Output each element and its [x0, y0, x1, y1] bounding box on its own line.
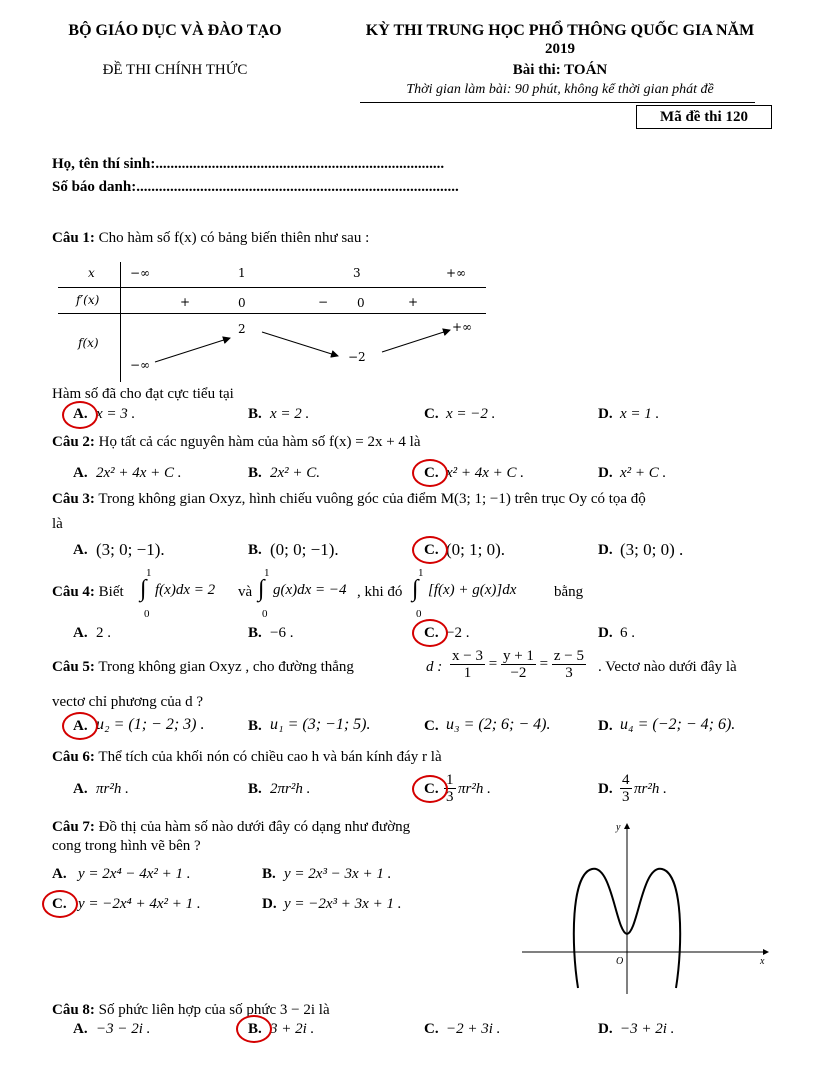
table-arrows — [0, 0, 818, 400]
q6-opt-c-label[interactable]: C. — [424, 781, 439, 797]
frac-d-top: 4 — [622, 772, 630, 788]
answer-circle-q7 — [42, 890, 78, 918]
q4-khido: , khi đó — [357, 584, 403, 600]
q3-opt-c-label[interactable]: C. — [424, 542, 439, 558]
exam-code-box: Mã đề thi 120 — [636, 105, 772, 129]
q3-text-2: là — [52, 516, 63, 532]
integral-sign-2: ∫ — [258, 576, 265, 602]
q3-opt-d-label[interactable]: D. — [598, 542, 613, 558]
q5-opt-c[interactable]: u₃ = (2; 6; − 4). — [446, 716, 551, 733]
q5-text-2: vectơ chỉ phương của d ? — [52, 694, 204, 710]
q1-opt-c[interactable]: x = −2 . — [446, 406, 496, 422]
q7-label: Câu 7: — [52, 819, 95, 835]
answer-circle-q8 — [236, 1015, 272, 1043]
answer-circle-q4 — [412, 619, 448, 647]
q7-statement: Đồ thị của hàm số nào dưới đây có dạng như đường — [98, 819, 411, 835]
q7-graph — [516, 814, 776, 998]
q4-opt-d[interactable]: 6 . — [620, 625, 635, 641]
frac-y-top: y + 1 — [502, 648, 534, 664]
answer-circle-q2 — [412, 459, 448, 487]
q5-statement: Trong không gian Oxyz , cho đường thẳng — [98, 659, 354, 675]
q4-biet: Biết — [98, 584, 124, 600]
q6-opt-a-label[interactable]: A. — [73, 781, 88, 797]
q8-opt-b[interactable]: 3 + 2i . — [270, 1021, 315, 1037]
q3-opt-c[interactable]: (0; 1; 0). — [446, 540, 506, 559]
q2-text — [52, 434, 420, 451]
sign-1: + — [180, 295, 191, 309]
f-max-2: 2 — [238, 322, 246, 336]
integral-sign-3: ∫ — [412, 576, 419, 602]
int1-expr: f(x)dx = 2 — [155, 582, 216, 598]
q1-opt-a[interactable]: x = 3 . — [96, 406, 136, 422]
q7-opt-b[interactable]: y = 2x³ − 3x + 1 . — [284, 866, 392, 882]
q6-opt-b-label[interactable]: B. — [248, 781, 262, 797]
q2-opt-b[interactable]: 2x² + C. — [270, 465, 321, 481]
q3-opt-a[interactable]: (3; 0; −1). — [96, 540, 165, 559]
q7-text — [52, 819, 410, 836]
q2-opt-c[interactable]: x² + 4x + C . — [446, 465, 525, 481]
q3-label: Câu 3: — [52, 491, 95, 507]
q8-opt-d[interactable]: −3 + 2i . — [620, 1021, 675, 1037]
q8-text — [52, 1002, 330, 1019]
q1-opt-a-label[interactable]: A. — [73, 406, 88, 422]
graph-origin-label: O — [616, 956, 624, 967]
q7-opt-c-label[interactable]: C. — [52, 896, 67, 912]
int1-upper: 1 — [146, 567, 152, 579]
table-x-plus-inf: +∞ — [446, 266, 467, 280]
q8-statement: Số phức liên hợp của số phức 3 − 2i là — [98, 1002, 330, 1018]
q2-label: Câu 2: — [52, 434, 95, 450]
table-f-label: f(x) — [78, 336, 99, 350]
q6-opt-d-frac — [620, 772, 632, 805]
student-name-field: Họ, tên thí sinh:............................................................................. — [52, 156, 445, 172]
f-minus-inf: −∞ — [130, 358, 151, 372]
q6-opt-c[interactable]: πr²h . — [458, 781, 491, 797]
frac-z-bot: 3 — [565, 665, 573, 681]
frac-z-top: z − 5 — [553, 648, 584, 664]
q5-opt-d-label[interactable]: D. — [598, 718, 613, 734]
q1-opt-b-label[interactable]: B. — [248, 406, 262, 422]
answer-circle-q5 — [62, 712, 98, 740]
q7-opt-b-label[interactable]: B. — [262, 866, 276, 882]
graph-y-label: y — [616, 822, 621, 833]
int2-lower: 0 — [262, 608, 268, 620]
q7-opt-a-label[interactable]: A. — [52, 866, 67, 882]
q1-opt-c-label[interactable]: C. — [424, 406, 439, 422]
int1-lower: 0 — [144, 608, 150, 620]
q8-opt-a-label[interactable]: A. — [73, 1021, 88, 1037]
q5-opt-d[interactable]: u₄ = (−2; − 4; 6). — [620, 716, 736, 733]
q2-opt-d-label[interactable]: D. — [598, 465, 613, 481]
q8-opt-c[interactable]: −2 + 3i . — [446, 1021, 501, 1037]
frac-c-top: 1 — [446, 772, 454, 788]
subject: Bài thi: TOÁN — [512, 62, 608, 78]
q4-text — [52, 584, 124, 601]
q1-opt-d[interactable]: x = 1 . — [620, 406, 660, 422]
q8-opt-b-label[interactable]: B. — [248, 1021, 262, 1037]
q4-opt-a-label[interactable]: A. — [73, 625, 88, 641]
duration: Thời gian làm bài: 90 phút, không kể thời gian phát đề — [406, 82, 714, 97]
q5-fraction-x: $\frac{x - 3}{1}$ = $\frac{y + 1}{-2}$ = $\frac{z - 5}{3}$ — [452, 648, 584, 681]
graph-x-label: x — [760, 956, 765, 967]
q7-opt-c[interactable]: y = −2x⁴ + 4x² + 1 . — [78, 896, 201, 912]
q6-opt-a[interactable]: πr²h . — [96, 781, 129, 797]
q5-opt-c-label[interactable]: C. — [424, 718, 439, 734]
sign-zero-1: 0 — [238, 296, 246, 310]
q4-opt-a[interactable]: 2 . — [96, 625, 111, 641]
integral-sign-1: ∫ — [140, 576, 147, 602]
frac-x-bot: 1 — [463, 665, 472, 681]
q5-label: Câu 5: — [52, 659, 95, 675]
q1-stem: Hàm số đã cho đạt cực tiểu tại — [52, 386, 234, 402]
sign-2: − — [318, 295, 329, 309]
exam-title: KỲ THI TRUNG HỌC PHỔ THÔNG QUỐC GIA NĂM — [365, 22, 755, 39]
q5-line-d: d : — [426, 659, 443, 675]
q4-opt-d-label[interactable]: D. — [598, 625, 613, 641]
table-x-1: 1 — [238, 266, 246, 280]
q6-opt-d[interactable]: πr²h . — [634, 781, 667, 797]
student-id-field: Số báo danh:...................................................................................... — [52, 179, 459, 195]
q4-bang: bằng — [554, 584, 584, 600]
q3-opt-b[interactable]: (0; 0; −1). — [270, 540, 339, 559]
int2-upper: 1 — [264, 567, 270, 579]
answer-circle-q3 — [412, 536, 448, 564]
q1-label: Câu 1: — [52, 230, 95, 246]
q5-tail: . Vectơ nào dưới đây là — [598, 659, 737, 675]
ministry-name: BỘ GIÁO DỤC VÀ ĐÀO TẠO — [68, 22, 282, 39]
f-plus-inf: +∞ — [452, 320, 473, 334]
answer-circle-q6 — [412, 775, 448, 803]
q2-opt-c-label[interactable]: C. — [424, 465, 439, 481]
q7-opt-a[interactable]: y = 2x⁴ − 4x² + 1 . — [78, 866, 191, 882]
table-x-minus-inf: −∞ — [130, 266, 151, 280]
q4-opt-b[interactable]: −6 . — [270, 625, 294, 641]
int3-lower: 0 — [416, 608, 422, 620]
q1-opt-b[interactable]: x = 2 . — [270, 406, 310, 422]
q6-label: Câu 6: — [52, 749, 95, 765]
q7-text-2: cong trong hình vẽ bên ? — [52, 838, 201, 854]
q8-opt-d-label[interactable]: D. — [598, 1021, 613, 1037]
q2-opt-a[interactable]: 2x² + 4x + C . — [96, 465, 182, 481]
q3-text — [52, 491, 646, 508]
q4-opt-c-label[interactable]: C. — [424, 625, 439, 641]
table-x-label: x — [88, 266, 95, 280]
q5-opt-b-label[interactable]: B. — [248, 718, 262, 734]
q3-statement: Trong không gian Oxyz, hình chiếu vuông góc của điểm M(3; 1; −1) trên trục Oy có tọa độ — [98, 491, 646, 507]
q6-text — [52, 749, 442, 766]
q5-text — [52, 659, 354, 676]
table-fprime-label: f′(x) — [76, 293, 100, 307]
q3-opt-d[interactable]: (3; 0; 0) . — [620, 540, 684, 559]
int2-expr: g(x)dx = −4 — [273, 582, 347, 598]
q5-opt-a-label[interactable]: A. — [73, 718, 88, 734]
q8-label: Câu 8: — [52, 1002, 95, 1018]
int3-expr: [f(x) + g(x)]dx — [428, 582, 517, 598]
q4-opt-c[interactable]: −2 . — [446, 625, 470, 641]
frac-c-bot: 3 — [446, 789, 454, 805]
answer-circle-q1 — [62, 401, 98, 429]
int3-upper: 1 — [418, 567, 424, 579]
q5-opt-b[interactable]: u₁ = (3; −1; 5). — [270, 716, 371, 733]
f-min-neg2: −2 — [348, 350, 366, 364]
q2-opt-a-label[interactable]: A. — [73, 465, 88, 481]
q1-statement: Cho hàm số f(x) có bảng biến thiên như sau : — [98, 230, 370, 246]
q8-opt-c-label[interactable]: C. — [424, 1021, 439, 1037]
q2-statement: Họ tất cả các nguyên hàm của hàm số f(x) = 2x + 4 là — [98, 434, 421, 450]
q4-label: Câu 4: — [52, 584, 95, 600]
frac-y-bot: −2 — [510, 665, 527, 681]
table-x-3: 3 — [353, 266, 361, 280]
official-label: ĐỀ THI CHÍNH THỨC — [102, 62, 248, 78]
q3-opt-b-label[interactable]: B. — [248, 542, 262, 558]
q5-opt-a[interactable]: u₂ = (1; − 2; 3) . — [96, 716, 205, 733]
q6-opt-b[interactable]: 2πr²h . — [270, 781, 311, 797]
frac-x-top: x − 3 — [452, 648, 483, 664]
q3-opt-a-label[interactable]: A. — [73, 542, 88, 558]
frac-d-bot: 3 — [622, 789, 630, 805]
exam-year: 2019 — [545, 41, 575, 57]
sign-zero-2: 0 — [357, 296, 365, 310]
q6-statement: Thể tích của khối nón có chiều cao h và bán kính đáy r là — [98, 749, 442, 765]
q2-opt-b-label[interactable]: B. — [248, 465, 262, 481]
q7-opt-d-label[interactable]: D. — [262, 896, 277, 912]
q7-opt-d[interactable]: y = −2x³ + 3x + 1 . — [284, 896, 402, 912]
q1-opt-d-label[interactable]: D. — [598, 406, 613, 422]
q4-va: và — [238, 584, 253, 600]
q2-opt-d[interactable]: x² + C . — [620, 465, 667, 481]
q8-opt-a[interactable]: −3 − 2i . — [96, 1021, 151, 1037]
q4-opt-b-label[interactable]: B. — [248, 625, 262, 641]
sign-3: + — [408, 295, 419, 309]
q6-opt-d-label[interactable]: D. — [598, 781, 613, 797]
